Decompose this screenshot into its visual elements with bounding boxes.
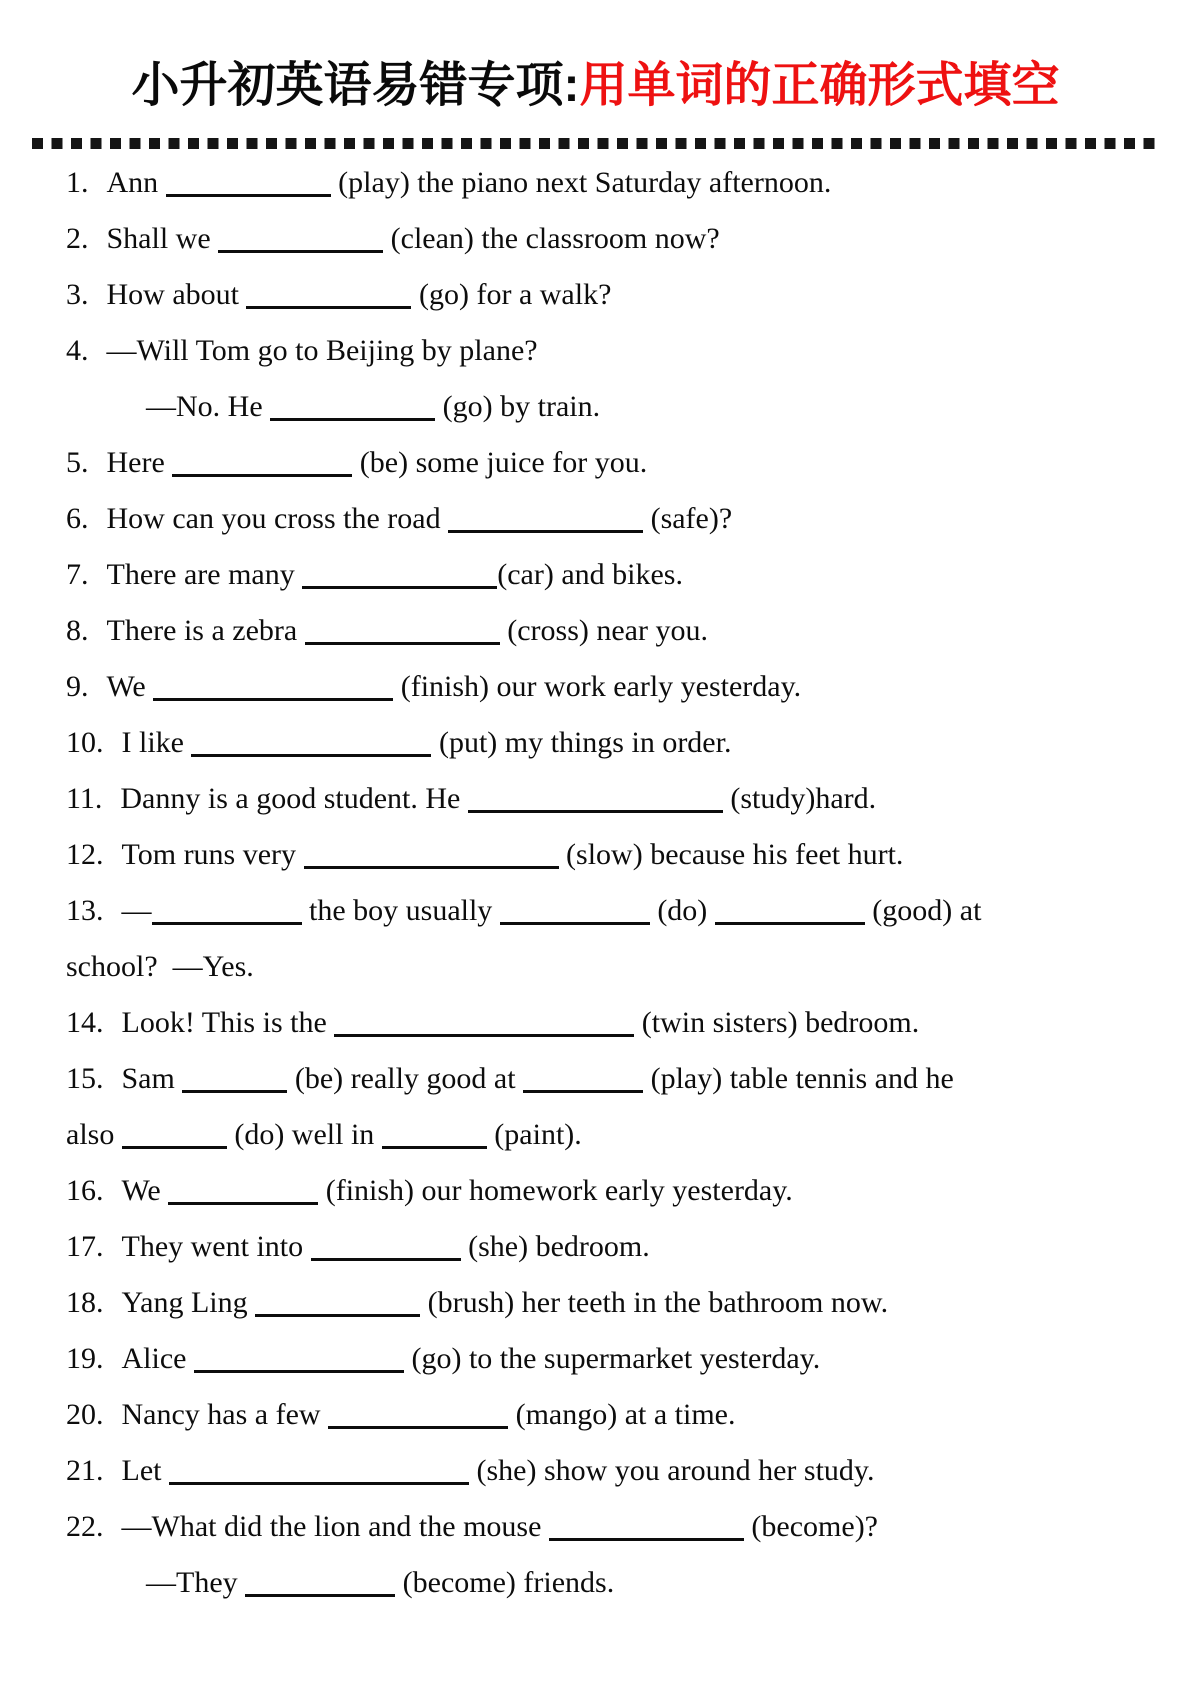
dotted-divider: [32, 138, 1160, 149]
item-number: 1.: [66, 166, 89, 199]
item-number: 8.: [66, 614, 89, 647]
exercise-line: [66, 883, 1146, 939]
answer-blank: [382, 1146, 487, 1149]
item-text: We (finish) our homework early yesterday.: [121, 1174, 793, 1207]
answer-blank: [448, 530, 643, 533]
answer-blank: [334, 1034, 634, 1037]
item-number: 11.: [66, 782, 103, 815]
answer-blank: [328, 1426, 508, 1429]
item-number: 9.: [66, 670, 89, 703]
answer-blank: [270, 418, 435, 421]
item-number: 10.: [66, 726, 104, 759]
answer-blank: [468, 810, 723, 813]
item-text: Ann (play) the piano next Saturday afternoon.: [106, 166, 832, 199]
item-text: Danny is a good student. He (study)hard.: [120, 782, 877, 815]
exercise-line: [66, 1387, 1146, 1443]
item-text: Sam (be) really good at (play) table tennis and he: [121, 1062, 954, 1095]
answer-blank: [245, 1594, 395, 1597]
exercise-line: [66, 603, 1146, 659]
answer-blank: [523, 1090, 643, 1093]
answer-blank: [172, 474, 352, 477]
item-text: — the boy usually (do) (good) at: [121, 894, 982, 927]
item-number: 12.: [66, 838, 104, 871]
item-text: Look! This is the (twin sisters) bedroom.: [121, 1006, 920, 1039]
item-number: 17.: [66, 1230, 104, 1263]
item-number: 20.: [66, 1398, 104, 1431]
answer-blank: [715, 922, 865, 925]
item-number: 7.: [66, 558, 89, 591]
item-text: school? —Yes.: [66, 950, 254, 983]
item-text: How can you cross the road (safe)?: [106, 502, 733, 535]
item-number: 5.: [66, 446, 89, 479]
answer-blank: [218, 250, 383, 253]
exercise-line: [66, 379, 1146, 435]
item-number: 15.: [66, 1062, 104, 1095]
page-title-black: 小升初英语易错专项:: [131, 59, 580, 112]
item-text: They went into (she) bedroom.: [121, 1230, 650, 1263]
item-text: There is a zebra (cross) near you.: [106, 614, 708, 647]
exercise-line: [66, 1331, 1146, 1387]
exercise-line: [66, 491, 1146, 547]
answer-blank: [246, 306, 411, 309]
answer-blank: [191, 754, 431, 757]
item-text: How about (go) for a walk?: [106, 278, 612, 311]
exercise-line: [66, 827, 1146, 883]
answer-blank: [311, 1258, 461, 1261]
exercise-line: [66, 267, 1146, 323]
item-number: 21.: [66, 1454, 104, 1487]
item-number: 2.: [66, 222, 89, 255]
item-text: —Will Tom go to Beijing by plane?: [106, 334, 538, 367]
exercise-line: [66, 1499, 1146, 1555]
item-number: 14.: [66, 1006, 104, 1039]
item-text: I like (put) my things in order.: [121, 726, 732, 759]
exercise-line: [66, 1051, 1146, 1107]
answer-blank: [168, 1202, 318, 1205]
answer-blank: [500, 922, 650, 925]
item-text: Yang Ling (brush) her teeth in the bathroom now.: [121, 1286, 889, 1319]
item-text: also (do) well in (paint).: [66, 1118, 582, 1151]
item-number: 19.: [66, 1342, 104, 1375]
item-number: 22.: [66, 1510, 104, 1543]
item-text: We (finish) our work early yesterday.: [106, 670, 802, 703]
exercise-line: [66, 939, 1146, 995]
item-number: 18.: [66, 1286, 104, 1319]
page-title: [0, 0, 1191, 124]
exercise-line: [66, 1107, 1146, 1163]
answer-blank: [152, 922, 302, 925]
item-number: 13.: [66, 894, 104, 927]
answer-blank: [122, 1146, 227, 1149]
answer-blank: [166, 194, 331, 197]
answer-blank: [255, 1314, 420, 1317]
exercise-line: [66, 715, 1146, 771]
answer-blank: [153, 698, 393, 701]
exercise-line: [66, 435, 1146, 491]
answer-blank: [305, 642, 500, 645]
answer-blank: [304, 866, 559, 869]
item-number: 4.: [66, 334, 89, 367]
item-text: There are many (car) and bikes.: [106, 558, 683, 591]
item-number: 16.: [66, 1174, 104, 1207]
item-text: Shall we (clean) the classroom now?: [106, 222, 720, 255]
item-text: Let (she) show you around her study.: [121, 1454, 875, 1487]
item-text: —No. He (go) by train.: [146, 390, 601, 423]
answer-blank: [169, 1482, 469, 1485]
exercise-line: [66, 1219, 1146, 1275]
page-title-red: 用单词的正确形式填空: [579, 59, 1060, 112]
answer-blank: [302, 586, 497, 589]
exercise-line: [66, 1163, 1146, 1219]
exercise-line: [66, 1275, 1146, 1331]
item-text: Tom runs very (slow) because his feet hurt.: [121, 838, 904, 871]
exercise-line: [66, 1555, 1146, 1611]
exercise-line: [66, 1443, 1146, 1499]
item-text: Nancy has a few (mango) at a time.: [121, 1398, 736, 1431]
item-text: Alice (go) to the supermarket yesterday.: [121, 1342, 821, 1375]
item-text: —What did the lion and the mouse (become)?: [121, 1510, 878, 1543]
exercise-line: [66, 659, 1146, 715]
answer-blank: [182, 1090, 287, 1093]
answer-blank: [194, 1370, 404, 1373]
item-text: Here (be) some juice for you.: [106, 446, 648, 479]
item-number: 3.: [66, 278, 89, 311]
exercise-line: [66, 323, 1146, 379]
exercise-line: [66, 771, 1146, 827]
exercise-line: [66, 155, 1146, 211]
exercise-list: [0, 149, 1191, 1611]
exercise-line: [66, 211, 1146, 267]
item-number: 6.: [66, 502, 89, 535]
exercise-line: [66, 995, 1146, 1051]
answer-blank: [549, 1538, 744, 1541]
item-text: —They (become) friends.: [146, 1566, 615, 1599]
exercise-line: [66, 547, 1146, 603]
